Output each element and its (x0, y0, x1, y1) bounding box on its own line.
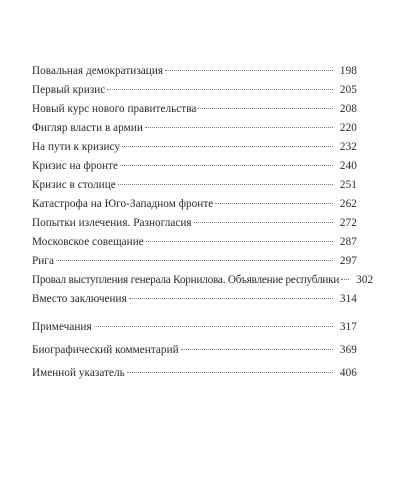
toc-entry-title: На пути к кризису (32, 141, 121, 153)
toc-dot-leader (165, 70, 333, 71)
toc-entry-page: 205 (339, 84, 357, 96)
toc-entry-title: Фигляр власти в армии (32, 122, 143, 134)
toc-dot-leader (215, 203, 333, 204)
toc-entry (32, 100, 357, 119)
toc-entry-title: Кризис на фронте (32, 160, 119, 172)
toc-entry (32, 138, 357, 157)
toc-entry (32, 364, 357, 383)
toc-entry (32, 157, 357, 176)
toc-entry-page: 287 (339, 236, 357, 248)
toc-entry-page: 302 (356, 274, 374, 286)
toc-entry (32, 290, 357, 309)
toc-entry-title: Именной указатель (32, 367, 125, 379)
toc-dot-leader (118, 184, 333, 185)
toc-dot-leader (194, 222, 333, 223)
toc-dot-leader (122, 146, 333, 147)
toc-entry-page: 272 (339, 217, 357, 229)
toc-entry-title: Первый кризис (32, 84, 106, 96)
toc-entry-page: 251 (339, 179, 357, 191)
toc-dot-leader (94, 326, 333, 327)
toc-entry-title: Провал выступления генерала Корнилова. Объявление республики (32, 274, 340, 286)
toc-dot-leader (120, 165, 333, 166)
toc-entry-page: 232 (339, 141, 357, 153)
toc-dot-leader (107, 89, 333, 90)
toc-entry-page: 297 (339, 255, 357, 267)
toc-entry-title: Вместо заключения (32, 293, 127, 305)
toc-entry-title: Повальная демократизация (32, 65, 164, 77)
toc-entry-title: Рига (32, 255, 54, 267)
toc-entry-page: 317 (339, 321, 357, 333)
toc-entry-title: Новый курс нового правительства (32, 103, 197, 115)
toc-dot-leader (198, 108, 333, 109)
toc-entry (32, 271, 374, 290)
toc-entry (32, 318, 357, 337)
toc-entry-page: 220 (339, 122, 357, 134)
toc-dot-leader (341, 279, 349, 280)
toc-entry-title: Кризис в столице (32, 179, 116, 191)
toc-entry-page: 208 (339, 103, 357, 115)
toc-entry (32, 233, 357, 252)
toc-entry (32, 176, 357, 195)
toc-entry-title: Московское совещание (32, 236, 144, 248)
table-of-contents (32, 62, 374, 383)
toc-entry-title: Примечания (32, 321, 92, 333)
toc-dot-leader (146, 241, 333, 242)
toc-entry (32, 341, 357, 360)
toc-dot-leader (127, 372, 333, 373)
toc-entry (32, 214, 357, 233)
toc-dot-leader (129, 298, 333, 299)
toc-entry (32, 119, 357, 138)
toc-entry-title: Биографический комментарий (32, 344, 179, 356)
toc-entry-title: Катастрофа на Юго-Западном фронте (32, 198, 214, 210)
toc-entry-page: 262 (339, 198, 357, 210)
toc-entry-page: 240 (339, 160, 357, 172)
toc-dot-leader (145, 127, 333, 128)
toc-dot-leader (181, 349, 333, 350)
toc-entry (32, 252, 357, 271)
toc-entry (32, 195, 357, 214)
toc-entry-page: 369 (339, 344, 357, 356)
toc-dot-leader (56, 260, 333, 261)
toc-entry (32, 81, 357, 100)
toc-entry-page: 406 (339, 367, 357, 379)
toc-entry-page: 314 (339, 293, 357, 305)
toc-entry-title: Попытки излечения. Разногласия (32, 217, 192, 229)
toc-entry-page: 198 (339, 65, 357, 77)
toc-entry (32, 62, 357, 81)
